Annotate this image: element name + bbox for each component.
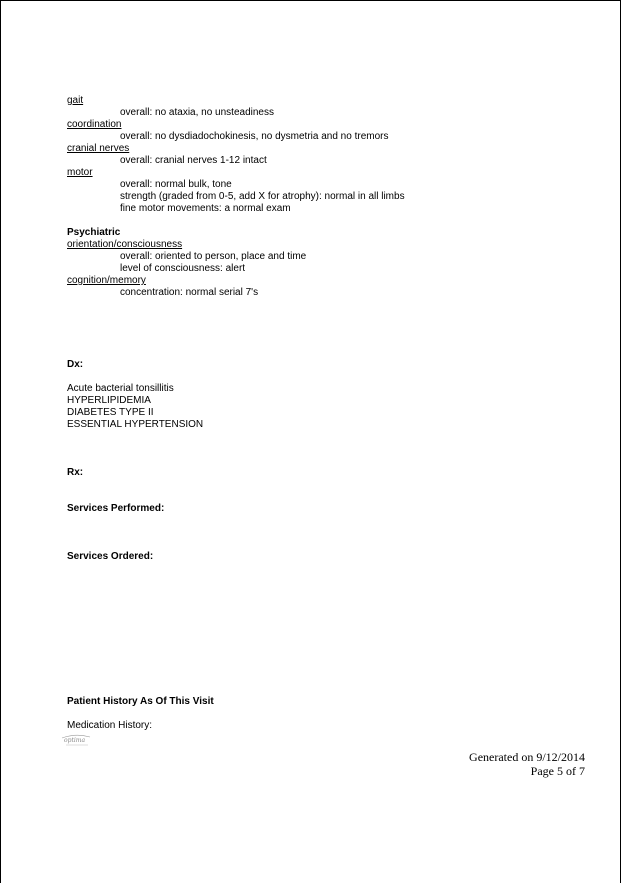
patient-history-title: Patient History As Of This Visit <box>67 696 214 707</box>
cranial-nerves-overall: overall: cranial nerves 1-12 intact <box>120 155 267 166</box>
svg-text:optima: optima <box>64 737 86 744</box>
coordination-heading: coordination <box>67 119 122 130</box>
gait-overall: overall: no ataxia, no unsteadiness <box>120 107 274 118</box>
dx-title: Dx: <box>67 359 84 370</box>
psychiatric-title: Psychiatric <box>67 227 121 238</box>
rx-title: Rx: <box>67 467 84 478</box>
optima-logo-icon <box>60 733 92 747</box>
motor-overall: overall: normal bulk, tone <box>120 179 232 190</box>
motor-strength: strength (graded from 0-5, add X for atrophy): normal in all limbs <box>120 191 405 202</box>
services-performed-title: Services Performed: <box>67 503 165 514</box>
dx-item: DIABETES TYPE II <box>67 407 154 418</box>
consciousness-level: level of consciousness: alert <box>120 263 246 274</box>
medication-history-label: Medication History: <box>67 720 153 731</box>
orientation-overall: overall: oriented to person, place and time <box>120 251 307 262</box>
coordination-overall: overall: no dysdiadochokinesis, no dysmetria and no tremors <box>120 131 389 142</box>
cognition-heading: cognition/memory <box>67 275 146 286</box>
dx-item: ESSENTIAL HYPERTENSION <box>67 419 204 430</box>
dx-item: HYPERLIPIDEMIA <box>67 395 151 406</box>
concentration: concentration: normal serial 7's <box>120 287 259 298</box>
orientation-heading: orientation/consciousness <box>67 239 183 250</box>
motor-heading: motor <box>67 167 93 178</box>
cranial-nerves-heading: cranial nerves <box>67 143 130 154</box>
services-ordered-title: Services Ordered: <box>67 551 154 562</box>
motor-fine: fine motor movements: a normal exam <box>120 203 291 214</box>
page-number: Page 5 of 7 <box>530 764 585 778</box>
dx-item: Acute bacterial tonsillitis <box>67 383 174 394</box>
generated-date: Generated on 9/12/2014 <box>469 750 585 764</box>
gait-heading: gait <box>67 95 84 106</box>
